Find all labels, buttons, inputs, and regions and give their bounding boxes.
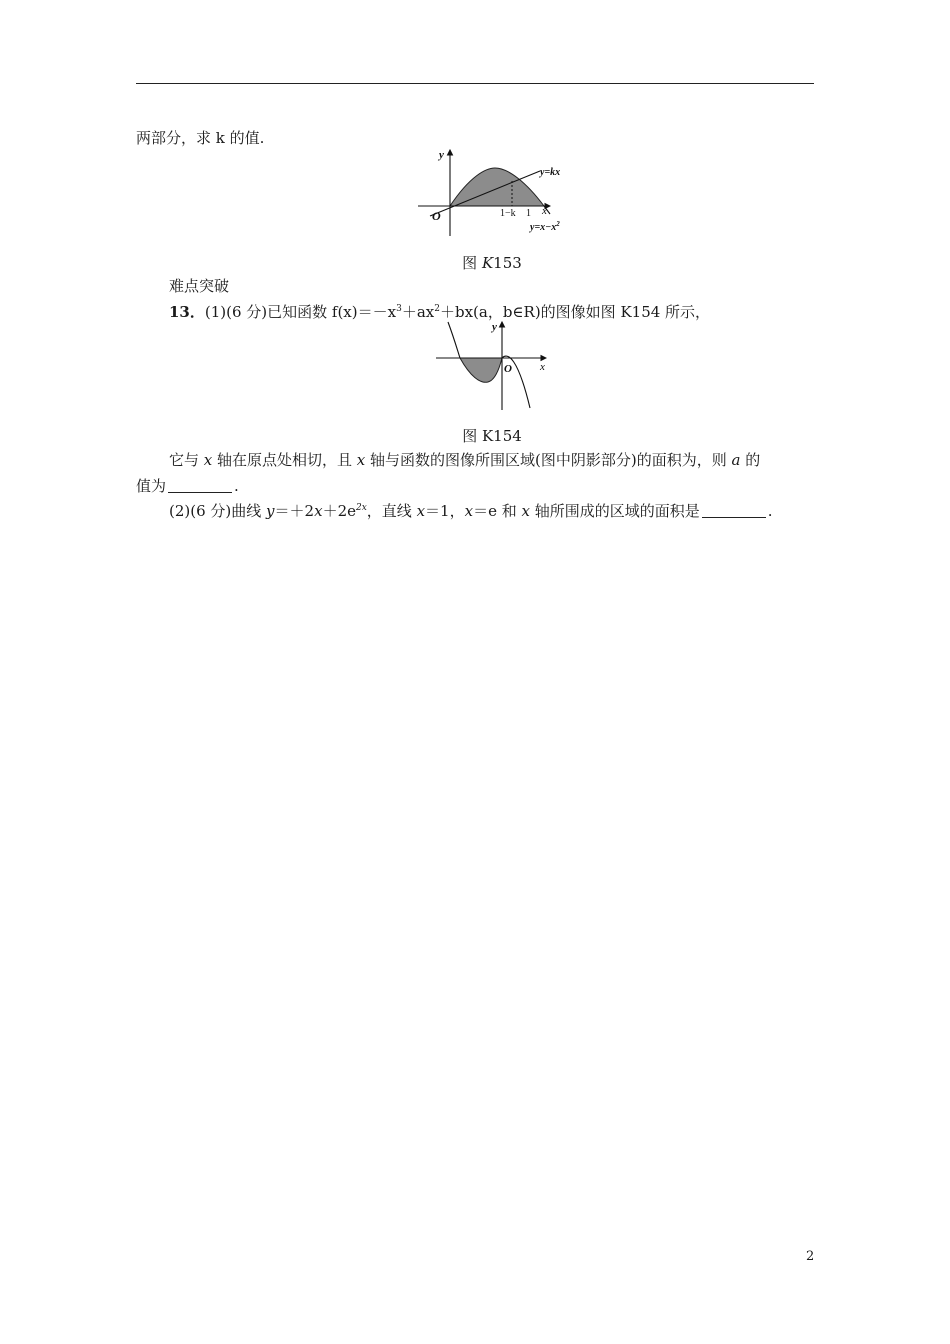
answer-blank-2 bbox=[702, 503, 766, 518]
function-curve bbox=[448, 322, 460, 358]
q13-part1: 13．(1)(6 分)已知函数 $f(x)=-x^3+ax^2+bx(a$，b∈R)的图像如图 K154 所示， bbox=[169, 303, 711, 321]
label-curve: $y=x-x^2$ bbox=[530, 220, 560, 233]
label-1k: 1−k bbox=[500, 208, 516, 219]
q13-part2: (2)(6 分)曲线 $y=+2x+2e^{2x}$，直线 x＝1，x＝e 和 x 轴所围成的区域的面积是 . bbox=[169, 502, 773, 520]
label-o: O bbox=[504, 363, 512, 375]
shaded-region bbox=[450, 168, 544, 206]
caption-k153: 图 K153 bbox=[462, 254, 522, 272]
caption-k154: 图 K154 bbox=[462, 427, 522, 445]
shaded-region bbox=[460, 358, 502, 382]
label-x: x bbox=[540, 361, 545, 373]
page-number: 2 bbox=[806, 1249, 815, 1264]
label-x: x bbox=[542, 205, 547, 217]
figure-k153 bbox=[412, 146, 572, 238]
label-line: y=kx bbox=[540, 167, 561, 178]
section-title: 难点突破 bbox=[169, 277, 230, 295]
label-y: y bbox=[492, 321, 497, 333]
label-o: O bbox=[432, 209, 441, 223]
header-rule bbox=[136, 83, 814, 84]
text-line-1: 两部分，求 k 的值. bbox=[136, 129, 265, 147]
q13-cont-line1: 它与 x 轴在原点处相切，且 x 轴与函数的图像所围区域(图中阴影部分)的面积为，则 a 的 bbox=[169, 451, 761, 469]
label-1: 1 bbox=[526, 208, 531, 219]
answer-blank-1 bbox=[168, 478, 232, 493]
label-y: y bbox=[439, 149, 444, 161]
figure-k154 bbox=[430, 318, 555, 412]
q13-cont-line2: 值为 . bbox=[136, 477, 239, 495]
